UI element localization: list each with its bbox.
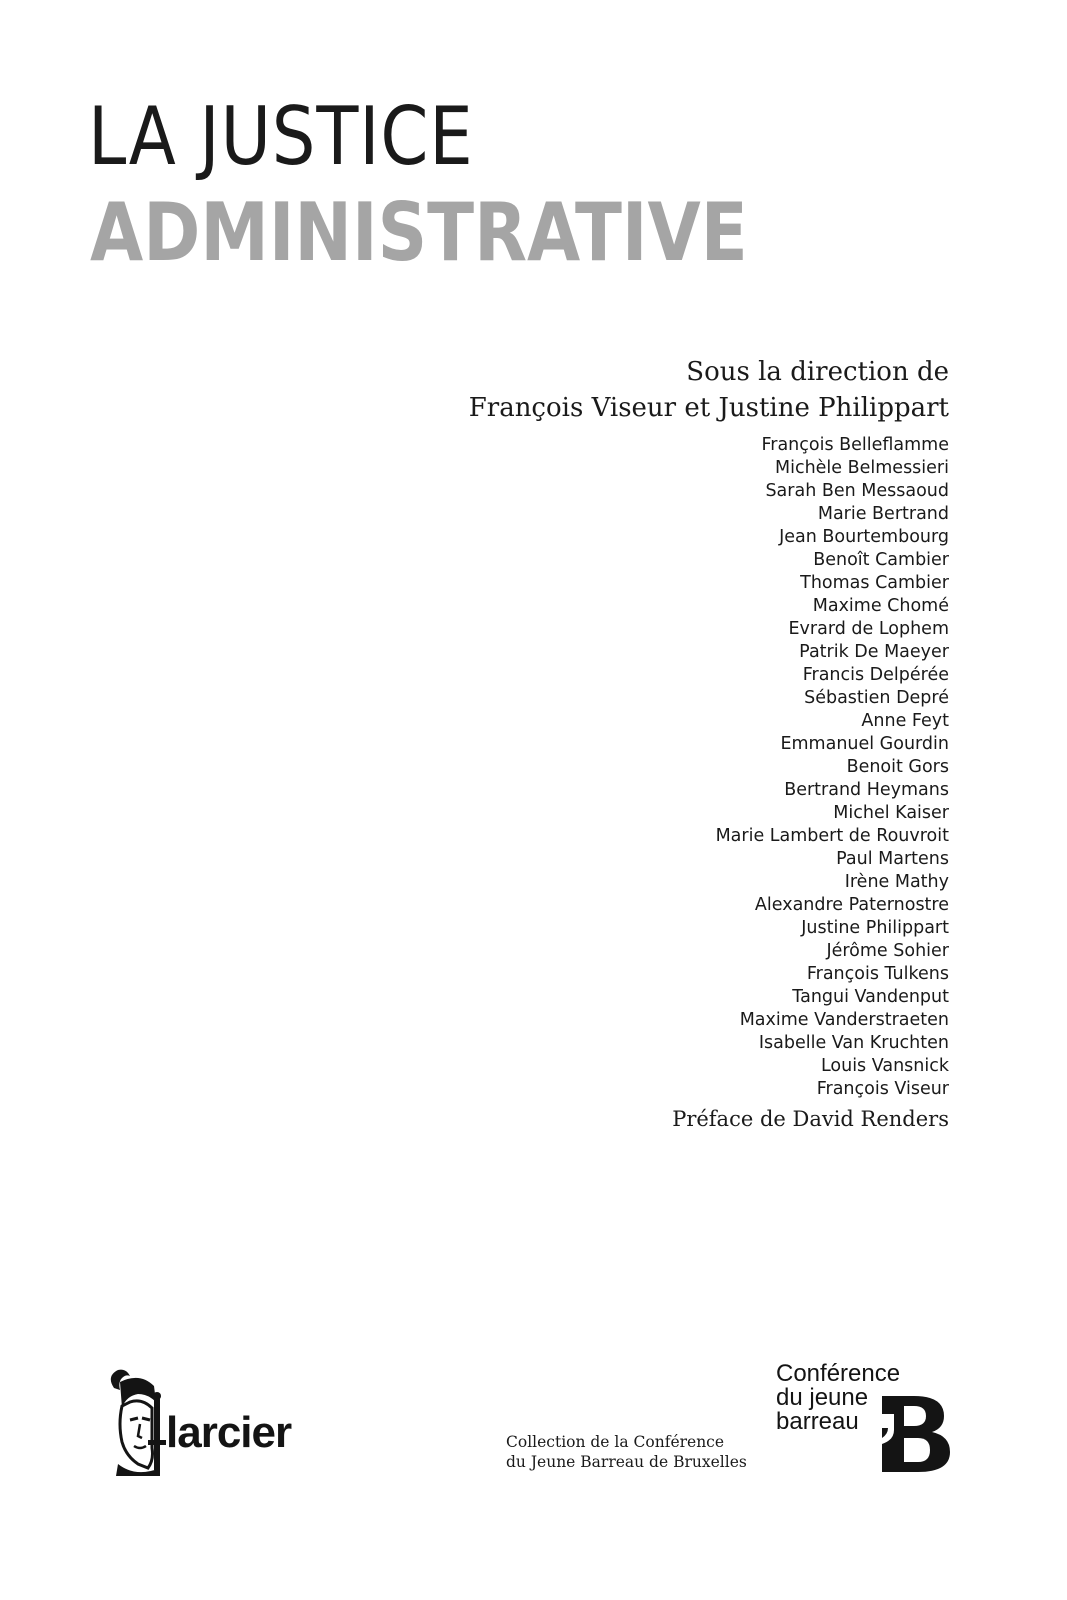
- collection-line-2: du Jeune Barreau de Bruxelles: [506, 1453, 747, 1471]
- cjb-line-1: Conférence: [776, 1360, 901, 1387]
- title-line-2: ADMINISTRATIVE: [90, 186, 748, 279]
- author-name: Sébastien Depré: [804, 688, 949, 708]
- author-name: Marie Bertrand: [817, 504, 949, 524]
- author-name: Jérôme Sohier: [826, 941, 949, 961]
- cjb-line-2: du jeune: [776, 1384, 869, 1411]
- author-name: Marie Lambert de Rouvroit: [715, 826, 949, 846]
- direction-editors: François Viseur et Justine Philippart: [468, 393, 949, 423]
- author-name: Benoit Gors: [846, 757, 949, 777]
- author-name: Justine Philippart: [801, 918, 949, 938]
- author-name: Patrik De Maeyer: [799, 642, 949, 662]
- author-name: Isabelle Van Kruchten: [758, 1033, 949, 1053]
- author-name: Irène Mathy: [844, 872, 949, 892]
- author-name: Tangui Vandenput: [792, 987, 949, 1007]
- direction-block: [469, 354, 949, 426]
- preface-line: Préface de David Renders: [672, 1107, 949, 1131]
- b-mark-icon: [878, 1396, 952, 1472]
- author-name: Evrard de Lophem: [788, 619, 949, 639]
- author-name: Bertrand Heymans: [784, 780, 949, 800]
- author-name: Francis Delpérée: [802, 665, 949, 685]
- author-name: Maxime Chomé: [812, 596, 949, 616]
- author-name: Benoît Cambier: [813, 550, 949, 570]
- author-name: Anne Feyt: [861, 711, 949, 731]
- author-name: Emmanuel Gourdin: [780, 734, 949, 754]
- publisher-name: larcier: [166, 1408, 292, 1457]
- author-name: Michel Kaiser: [833, 803, 949, 823]
- author-name: Jean Bourtembourg: [779, 527, 949, 547]
- title-line-1: LA JUSTICE: [88, 90, 474, 183]
- author-name: Michèle Belmessieri: [774, 458, 949, 478]
- author-name: Maxime Vanderstraeten: [739, 1010, 949, 1030]
- author-name: Paul Martens: [836, 849, 949, 869]
- author-name: François Belleflamme: [761, 435, 949, 455]
- direction-label: Sous la direction de: [686, 357, 949, 387]
- author-name: Sarah Ben Messaoud: [765, 481, 949, 501]
- authors-list: [716, 434, 949, 1101]
- author-name: Thomas Cambier: [800, 573, 949, 593]
- cjb-line-3: barreau: [776, 1408, 859, 1435]
- author-name: Louis Vansnick: [820, 1056, 949, 1076]
- collection-note: [506, 1432, 747, 1472]
- author-name: François Viseur: [816, 1079, 949, 1099]
- collection-line-1: Collection de la Conférence: [506, 1433, 725, 1451]
- author-name: François Tulkens: [806, 964, 949, 984]
- author-name: Alexandre Paternostre: [754, 895, 949, 915]
